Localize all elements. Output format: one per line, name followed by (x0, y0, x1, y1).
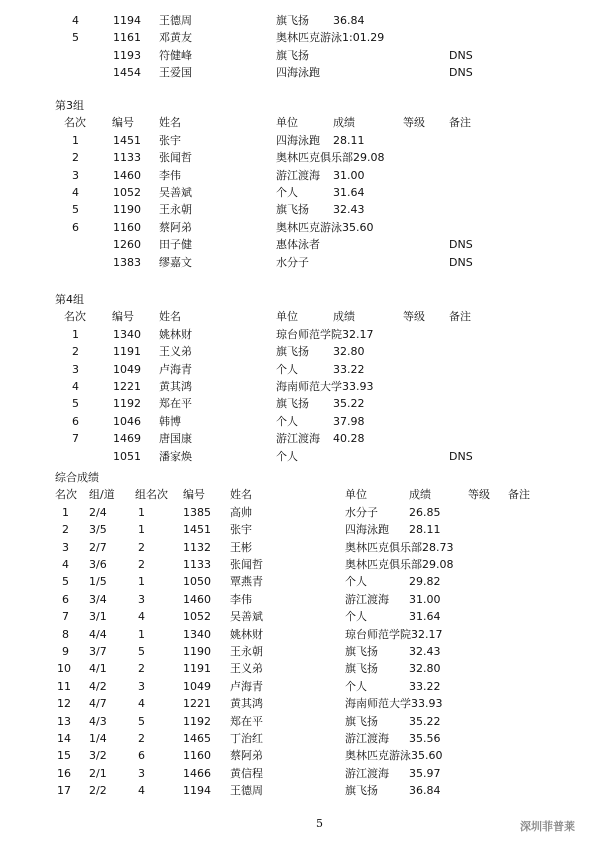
cell: 编号 (112, 116, 134, 130)
cell: 海南师范大学33.93 (345, 697, 443, 711)
cell: 35.56 (409, 732, 441, 745)
cell: 2/7 (89, 540, 107, 554)
cell: 海南师范大学33.93 (276, 380, 374, 393)
cell: 旗飞扬 (345, 645, 378, 658)
cell: 1160 (113, 220, 141, 234)
cell: 6 (138, 749, 145, 763)
cell: 29.82 (409, 575, 441, 589)
cell: 4/7 (89, 697, 107, 711)
cell: 韩博 (159, 414, 181, 428)
cell: 5 (138, 714, 145, 728)
cell: 组名次 (135, 488, 168, 502)
cell: 王彬 (230, 540, 252, 554)
cell: 32.43 (333, 203, 365, 217)
cell: 李伟 (230, 592, 252, 606)
group-title: 第4组 (55, 293, 84, 306)
cell: 游江渡海 (345, 732, 389, 745)
cell: 3 (138, 766, 145, 780)
cell: 张闻哲 (159, 151, 192, 165)
cell: 17 (57, 784, 71, 798)
table-row (0, 47, 607, 64)
cell: 成绩 (409, 488, 431, 502)
cell: 备注 (449, 310, 471, 324)
cell: 26.85 (409, 505, 441, 519)
cell: 吴善斌 (159, 186, 192, 199)
cell: 28.11 (333, 133, 365, 147)
cell: 奥林匹克游泳1:01.29 (276, 31, 385, 45)
table-row (0, 430, 607, 447)
table-header (0, 308, 607, 325)
cell: 2 (138, 558, 145, 571)
table-row (0, 236, 607, 253)
cell: 1 (138, 523, 145, 537)
cell: 王德周 (230, 784, 263, 798)
cell: 张宇 (159, 133, 181, 147)
cell: 1192 (183, 714, 211, 728)
cell: 1451 (113, 133, 141, 147)
cell: 1194 (183, 784, 211, 798)
cell: 3/1 (89, 610, 107, 624)
cell: 郑在平 (230, 714, 263, 728)
cell: 成绩 (333, 310, 355, 324)
cell: 编号 (112, 310, 134, 324)
cell: 5 (138, 645, 145, 658)
cell: 备注 (508, 488, 530, 502)
table-row (0, 660, 607, 677)
cell: 姚林财 (159, 327, 192, 341)
cell: 4 (72, 380, 79, 393)
cell: 田子健 (159, 238, 192, 252)
cell: 奥林匹克俱乐部28.73 (345, 540, 454, 554)
cell: 1460 (183, 592, 211, 606)
cell: 1050 (183, 575, 211, 589)
cell: 5 (72, 203, 79, 217)
group-title: 第3组 (55, 99, 84, 112)
table-row (0, 678, 607, 695)
table-row (0, 713, 607, 730)
cell: 1 (72, 327, 79, 341)
cell: 1469 (113, 432, 141, 446)
cell: 游江渡海 (345, 592, 389, 606)
cell: 郑在平 (159, 397, 192, 411)
cell: 2 (138, 662, 145, 676)
cell: 单位 (276, 116, 298, 130)
cell: 名次 (64, 116, 86, 130)
cell: 王德周 (159, 14, 192, 27)
cell: 3/2 (89, 749, 107, 763)
cell: 蔡阿弟 (159, 220, 192, 234)
cell: 6 (72, 414, 79, 428)
table-row (0, 413, 607, 430)
table-row (0, 539, 607, 556)
cell: 4/1 (89, 662, 107, 676)
cell: 3 (72, 168, 79, 182)
cell: 卢海青 (159, 362, 192, 376)
table-row (0, 254, 607, 271)
cell: 名次 (64, 310, 86, 324)
table-row (0, 747, 607, 764)
cell: 吴善斌 (230, 610, 263, 624)
cell: 8 (62, 627, 69, 641)
cell: 1451 (183, 523, 211, 537)
cell: 琼台师范学院32.17 (276, 327, 374, 341)
cell: 3 (138, 592, 145, 606)
cell: 1133 (113, 151, 141, 165)
cell: DNS (449, 66, 473, 80)
cell: 1132 (183, 540, 211, 554)
cell: 个人 (276, 449, 298, 463)
cell: 11 (57, 679, 71, 693)
cell: 1 (72, 133, 79, 147)
cell: 单位 (276, 310, 298, 324)
table-row (0, 167, 607, 184)
cell: 旗飞扬 (276, 48, 309, 62)
cell: 1191 (113, 345, 141, 359)
cell: 缪嘉文 (159, 255, 192, 269)
cell: 2 (72, 151, 79, 165)
cell: 3/4 (89, 592, 107, 606)
cell: 33.22 (333, 362, 365, 376)
cell: 四海泳跑 (345, 523, 389, 537)
table-header (0, 486, 607, 503)
cell: 姓名 (230, 488, 252, 502)
cell: 邓黄友 (159, 31, 192, 45)
cell: 名次 (55, 488, 77, 502)
cell: DNS (449, 449, 473, 463)
cell: 奥林匹克俱乐部29.08 (345, 558, 454, 571)
cell: 7 (72, 432, 79, 446)
cell: 成绩 (333, 116, 355, 130)
cell: 游江渡海 (276, 432, 320, 446)
cell: 1190 (183, 645, 211, 658)
cell: 高帅 (230, 505, 252, 519)
cell: DNS (449, 48, 473, 62)
cell: 1221 (113, 380, 141, 393)
cell: 35.22 (409, 714, 441, 728)
cell: 37.98 (333, 414, 365, 428)
cell: 1383 (113, 255, 141, 269)
cell: 个人 (276, 186, 298, 199)
cell: 1052 (183, 610, 211, 624)
cell: 姓名 (159, 116, 181, 130)
cell: 旗飞扬 (276, 397, 309, 411)
cell: 黄其鸿 (159, 380, 192, 393)
table-row (0, 765, 607, 782)
table-row (0, 219, 607, 236)
cell: 36.84 (409, 784, 441, 798)
cell: 等级 (403, 116, 425, 130)
cell: 等级 (468, 488, 490, 502)
cell: 1466 (183, 766, 211, 780)
cell: 32.80 (333, 345, 365, 359)
cell: 四海泳跑 (276, 66, 320, 80)
cell: 个人 (345, 610, 367, 624)
cell: 个人 (276, 414, 298, 428)
cell: 3/7 (89, 645, 107, 658)
cell: 李伟 (159, 168, 181, 182)
cell: 水分子 (276, 255, 309, 269)
cell: 2 (138, 540, 145, 554)
cell: 4 (138, 784, 145, 798)
cell: 王爱国 (159, 66, 192, 80)
cell: 1046 (113, 414, 141, 428)
cell: 4 (72, 186, 79, 199)
cell: 编号 (183, 488, 205, 502)
cell: 潘家焕 (159, 449, 192, 463)
cell: 31.00 (409, 592, 441, 606)
cell: 2 (72, 345, 79, 359)
cell: 35.22 (333, 397, 365, 411)
cell: 旗飞扬 (276, 203, 309, 217)
cell: 旗飞扬 (345, 784, 378, 798)
cell: 7 (62, 610, 69, 624)
cell: 16 (57, 766, 71, 780)
cell: 4 (138, 697, 145, 711)
table-row (0, 608, 607, 625)
cell: 1049 (183, 679, 211, 693)
cell: 1192 (113, 397, 141, 411)
cell: 游江渡海 (345, 766, 389, 780)
cell: 单位 (345, 488, 367, 502)
cell: 1193 (113, 48, 141, 62)
cell: 黄其鸿 (230, 697, 263, 711)
cell: 1191 (183, 662, 211, 676)
cell: 9 (62, 645, 69, 658)
cell: 1/4 (89, 732, 107, 745)
cell: 35.97 (409, 766, 441, 780)
table-row (0, 448, 607, 465)
cell: 1 (138, 575, 145, 589)
summary-title: 综合成绩 (55, 471, 99, 484)
cell: 组/道 (89, 488, 115, 502)
table-row (0, 643, 607, 660)
cell: 2/1 (89, 766, 107, 780)
cell: 3/6 (89, 558, 107, 571)
table-row (0, 695, 607, 712)
cell: 1465 (183, 732, 211, 745)
cell: 1133 (183, 558, 211, 571)
cell: 旗飞扬 (345, 714, 378, 728)
cell: 丁治红 (230, 732, 263, 745)
cell: 符健峰 (159, 48, 192, 62)
cell: 31.00 (333, 168, 365, 182)
cell: 1160 (183, 749, 211, 763)
cell: 蔡阿弟 (230, 749, 263, 763)
cell: DNS (449, 238, 473, 252)
table-row (0, 12, 607, 29)
cell: 3 (138, 679, 145, 693)
cell: 33.22 (409, 679, 441, 693)
cell: 2 (138, 732, 145, 745)
cell: 6 (72, 220, 79, 234)
cell: 琼台师范学院32.17 (345, 627, 443, 641)
cell: 黄信程 (230, 766, 263, 780)
cell: 水分子 (345, 505, 378, 519)
cell: 6 (62, 592, 69, 606)
table-row (0, 730, 607, 747)
cell: 4/4 (89, 627, 107, 641)
cell: 姚林财 (230, 627, 263, 641)
cell: 2 (62, 523, 69, 537)
cell: 1190 (113, 203, 141, 217)
cell: 31.64 (333, 186, 365, 199)
table-row (0, 326, 607, 343)
table-header (0, 114, 607, 131)
cell: 1 (138, 627, 145, 641)
cell: 32.43 (409, 645, 441, 658)
cell: 游江渡海 (276, 168, 320, 182)
cell: 2/2 (89, 784, 107, 798)
cell: 3 (72, 362, 79, 376)
cell: 个人 (276, 362, 298, 376)
cell: 5 (62, 575, 69, 589)
cell: 1 (62, 505, 69, 519)
cell: 4 (138, 610, 145, 624)
table-row (0, 64, 607, 81)
cell: 王义弟 (230, 662, 263, 676)
cell: 5 (72, 31, 79, 45)
cell: 旗飞扬 (276, 345, 309, 359)
cell: 奥林匹克俱乐部29.08 (276, 151, 385, 165)
cell: 3 (62, 540, 69, 554)
cell: 1260 (113, 238, 141, 252)
cell: 32.80 (409, 662, 441, 676)
table-row (0, 201, 607, 218)
cell: 2/4 (89, 505, 107, 519)
cell: 等级 (403, 310, 425, 324)
cell: 张闻哲 (230, 558, 263, 571)
cell: 4 (72, 14, 79, 27)
cell: 1051 (113, 449, 141, 463)
cell: 奥林匹克游泳35.60 (345, 749, 443, 763)
cell: 卢海青 (230, 679, 263, 693)
table-row (0, 521, 607, 538)
cell: 个人 (345, 679, 367, 693)
cell: 1340 (183, 627, 211, 641)
cell: 王义弟 (159, 345, 192, 359)
cell: 1454 (113, 66, 141, 80)
table-row (0, 573, 607, 590)
cell: 1/5 (89, 575, 107, 589)
watermark: 深圳菲普莱 (520, 820, 575, 833)
cell: 王永朝 (159, 203, 192, 217)
cell: 3/5 (89, 523, 107, 537)
cell: 旗飞扬 (276, 14, 309, 27)
cell: 1194 (113, 14, 141, 27)
cell: DNS (449, 255, 473, 269)
cell: 张宇 (230, 523, 252, 537)
cell: 旗飞扬 (345, 662, 378, 676)
cell: 4/3 (89, 714, 107, 728)
table-row (0, 184, 607, 201)
cell: 覃燕青 (230, 575, 263, 589)
cell: 1161 (113, 31, 141, 45)
cell: 1049 (113, 362, 141, 376)
cell: 36.84 (333, 14, 365, 27)
table-row (0, 395, 607, 412)
cell: 备注 (449, 116, 471, 130)
cell: 15 (57, 749, 71, 763)
table-row (0, 626, 607, 643)
cell: 1052 (113, 186, 141, 199)
cell: 1340 (113, 327, 141, 341)
table-row (0, 591, 607, 608)
table-row (0, 361, 607, 378)
cell: 奥林匹克游泳35.60 (276, 220, 374, 234)
cell: 4/2 (89, 679, 107, 693)
cell: 惠体泳者 (276, 238, 320, 252)
table-row (0, 378, 607, 395)
cell: 40.28 (333, 432, 365, 446)
page-number: 5 (316, 817, 323, 830)
table-row (0, 504, 607, 521)
cell: 12 (57, 697, 71, 711)
cell: 1460 (113, 168, 141, 182)
cell: 姓名 (159, 310, 181, 324)
table-row (0, 556, 607, 573)
cell: 1385 (183, 505, 211, 519)
cell: 13 (57, 714, 71, 728)
cell: 10 (57, 662, 71, 676)
table-row (0, 149, 607, 166)
table-row (0, 132, 607, 149)
cell: 四海泳跑 (276, 133, 320, 147)
cell: 28.11 (409, 523, 441, 537)
table-row (0, 343, 607, 360)
table-row (0, 782, 607, 799)
cell: 4 (62, 558, 69, 571)
table-row (0, 29, 607, 46)
cell: 31.64 (409, 610, 441, 624)
cell: 王永朝 (230, 645, 263, 658)
cell: 个人 (345, 575, 367, 589)
cell: 14 (57, 732, 71, 745)
cell: 1 (138, 505, 145, 519)
cell: 唐国康 (159, 432, 192, 446)
cell: 5 (72, 397, 79, 411)
cell: 1221 (183, 697, 211, 711)
